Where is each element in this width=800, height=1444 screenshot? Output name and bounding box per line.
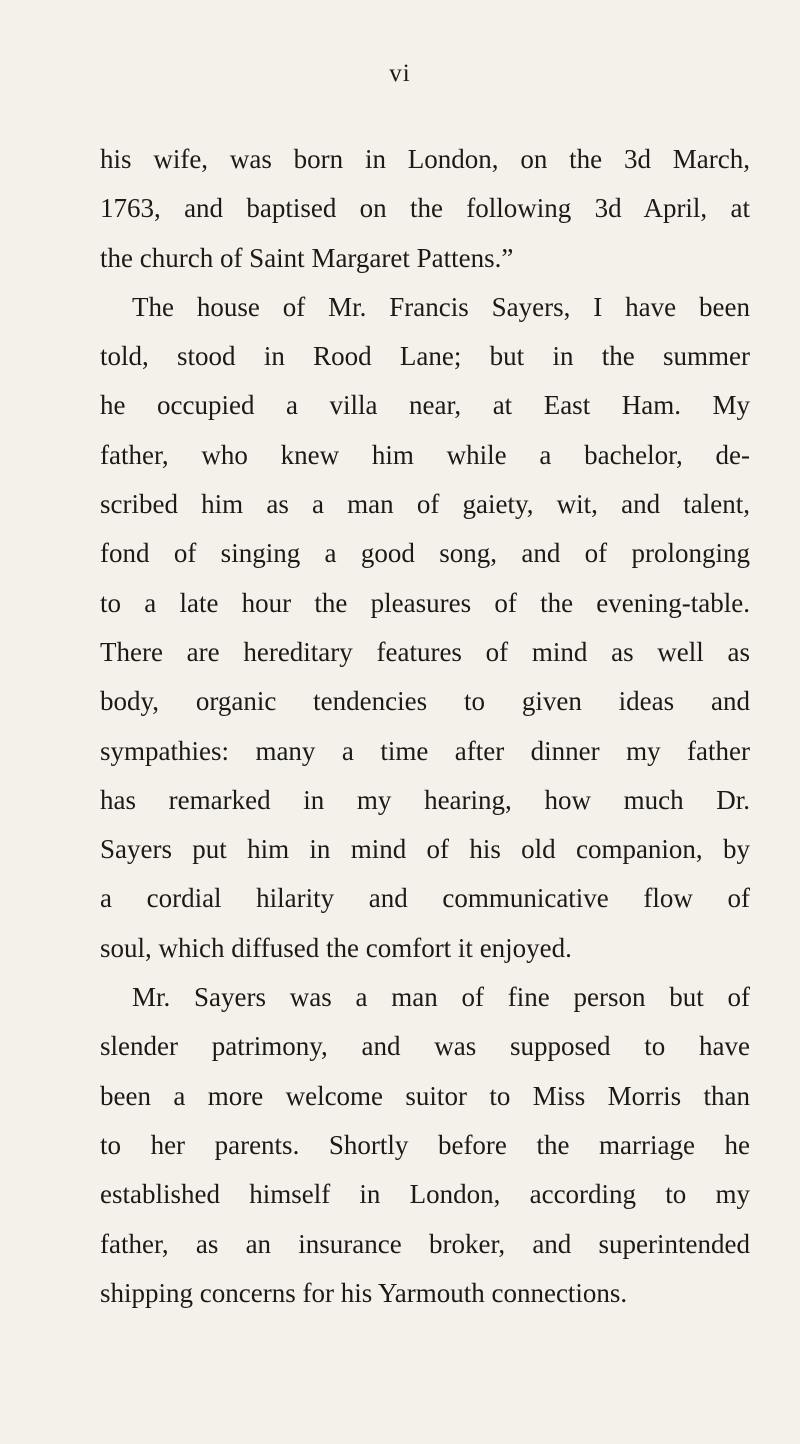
- text-line: his wife, was born in London, on the 3d March,: [100, 144, 750, 174]
- text-line: sympathies: many a time after dinner my father: [100, 735, 750, 766]
- page-number: vi: [389, 60, 411, 87]
- text-line: soul, which diffused the comfort it enjoyed.: [100, 932, 572, 963]
- text-line: shipping concerns for his Yarmouth connections.: [100, 1277, 628, 1308]
- text-line: to a late hour the pleasures of the evening-table.: [100, 587, 750, 618]
- text-line: has remarked in my hearing, how much Dr.: [100, 784, 750, 815]
- text-line: father, as an insurance broker, and superintended: [100, 1228, 750, 1259]
- text-line: the church of Saint Margaret Pattens.”: [100, 242, 514, 273]
- body-text: [100, 135, 750, 1318]
- text-line: scribed him as a man of gaiety, wit, and talent,: [100, 489, 750, 520]
- text-line: Sayers put him in mind of his old companion, by: [100, 834, 750, 865]
- text-line: established himself in London, according to my: [100, 1179, 750, 1210]
- text-line: Mr. Sayers was a man of fine person but of: [132, 982, 750, 1013]
- text-line: body, organic tendencies to given ideas and: [100, 686, 750, 717]
- text-line: There are hereditary features of mind as well as: [100, 636, 750, 667]
- text-line: been a more welcome suitor to Miss Morris than: [100, 1080, 750, 1111]
- text-line: he occupied a villa near, at East Ham. My: [100, 390, 750, 421]
- text-line: a cordial hilarity and communicative flow of: [100, 883, 750, 914]
- text-line: The house of Mr. Francis Sayers, I have been: [132, 291, 750, 322]
- text-line: father, who knew him while a bachelor, de-: [100, 439, 750, 470]
- text-line: slender patrimony, and was supposed to have: [100, 1031, 750, 1062]
- text-line: 1763, and baptised on the following 3d April, at: [100, 193, 750, 224]
- text-line: fond of singing a good song, and of prolonging: [100, 538, 750, 569]
- text-line: to her parents. Shortly before the marriage he: [100, 1129, 750, 1160]
- text-line: told, stood in Rood Lane; but in the summer: [100, 341, 750, 372]
